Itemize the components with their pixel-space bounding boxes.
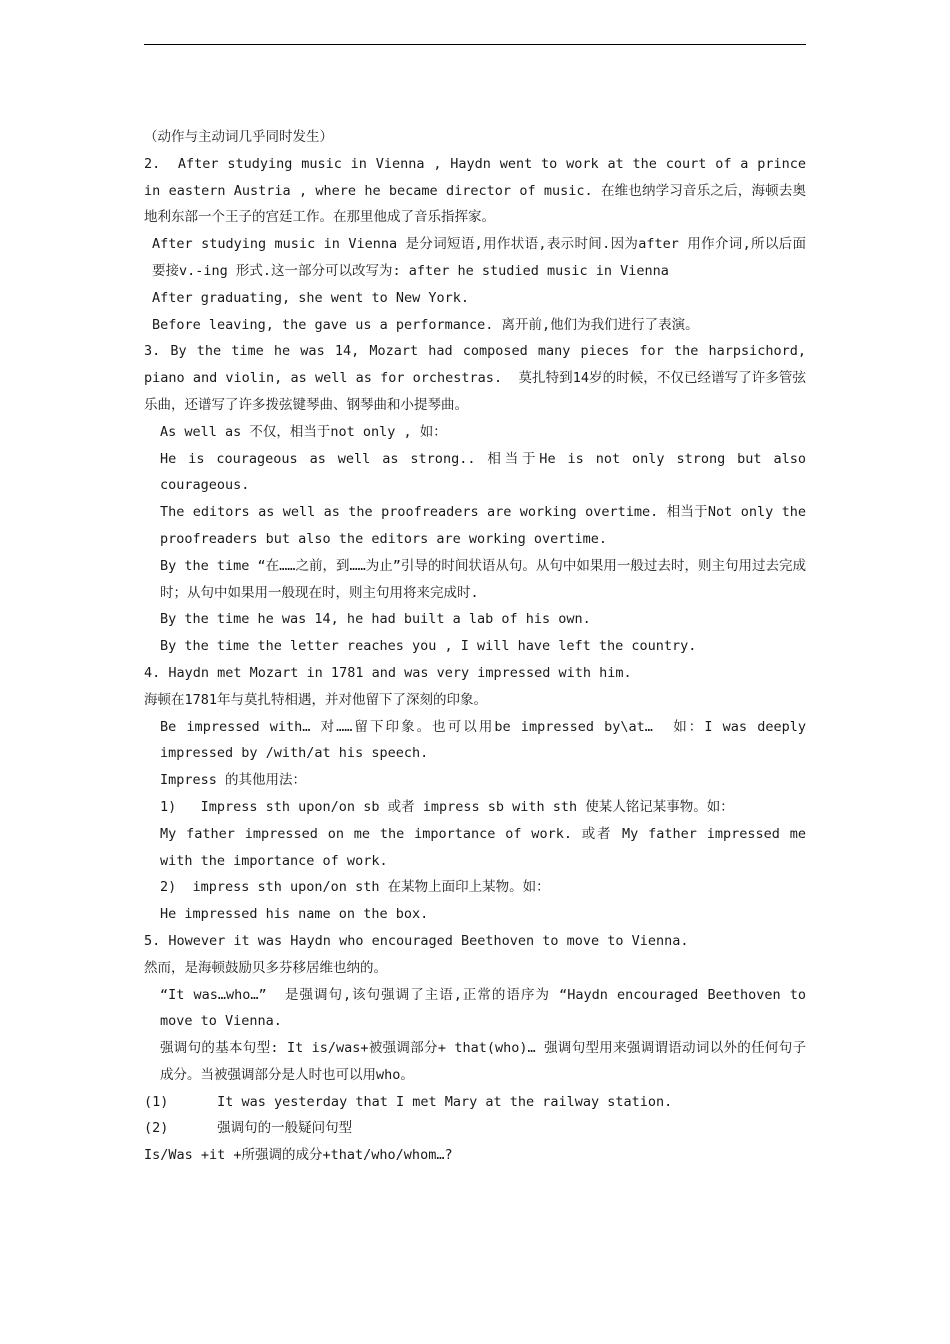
usage-note: 强调句的基本句型: It is/was+被强调部分+ that(who)… 强调句型用来强调谓语动词以外的任何句子成分。当被强调部分是人时也可以用who。 bbox=[160, 1040, 806, 1083]
pattern-line: Is/Was +it +所强调的成分+that/who/whom…? bbox=[144, 1147, 453, 1164]
example-item-2: (2) 强调句的一般疑问句型 bbox=[144, 1120, 353, 1137]
example-item-1: (1) It was yesterday that I met Mary at the railway station. bbox=[144, 1093, 673, 1110]
paragraph-note: （动作与主动词几乎同时发生） bbox=[144, 129, 333, 145]
example-sentence: Before leaving, the gave us a performance. 离开前,他们为我们进行了表演。 bbox=[152, 316, 699, 333]
usage-note: “It was…who…” 是强调句,该句强调了主语,正常的语序为 “Haydn encouraged Beethoven to move to Vienna. bbox=[160, 986, 815, 1030]
example-sentence: By the time he was 14, he had built a lab of his own. bbox=[160, 611, 591, 628]
paragraph-item-5: 5. However it was Haydn who encouraged Beethoven to move to Vienna. bbox=[144, 932, 689, 949]
translation: 然而，是海顿鼓励贝多芬移居维也纳的。 bbox=[144, 959, 387, 976]
usage-item-1: 1) Impress sth upon/on sb 或者 impress sb with sth 使某人铭记某事物。如： bbox=[160, 798, 734, 815]
document-body bbox=[144, 124, 815, 1169]
example-sentence: He is courageous as well as strong.. 相当于He is not only strong but also courageous. bbox=[160, 450, 806, 494]
usage-note: Be impressed with… 对……留下印象。也可以用be impressed by\at… 如：I was deeply impressed by /with/at his speech. bbox=[160, 718, 815, 762]
paragraph-item-3: 3. By the time he was 14, Mozart had composed many pieces for the harpsichord, piano and violin, as well as for orchestras. 莫扎特到14岁的时候，不仅已经谱写了许多管弦乐曲，还谱写了许多拨弦键琴曲、钢琴曲和小提琴曲。 bbox=[144, 343, 815, 413]
paragraph-explanation: After studying music in Vienna 是分词短语,用作状语,表示时间.因为after 用作介词,所以后面要接v.-ing 形式.这一部分可以改写为: after he studied music in Vienna bbox=[152, 236, 806, 279]
translation: 海顿在1781年与莫扎特相遇，并对他留下了深刻的印象。 bbox=[144, 691, 488, 708]
usage-item-2: 2) impress sth upon/on sth 在某物上面印上某物。如： bbox=[160, 879, 550, 896]
example-sentence: The editors as well as the proofreaders are working overtime. 相当于Not only the proofreaders but also the editors are working overtime. bbox=[160, 504, 806, 547]
example-sentence: My father impressed on me the importance of work. 或者 My father impressed me with the importance of work. bbox=[160, 825, 806, 869]
paragraph-item-2: 2. After studying music in Vienna , Haydn went to work at the court of a prince in eastern Austria , where he became director of music. 在维也纳学习音乐之后，海顿去奥地利东部一个王子的宫廷工作。在那里他成了音乐指挥家。 bbox=[144, 155, 815, 226]
usage-note: As well as 不仅，相当于not only , 如： bbox=[160, 423, 447, 440]
usage-note: By the time “在……之前，到……为止”引导的时间状语从句。从句中如果用一般过去时，则主句用过去完成时；从句中如果用一般现在时，则主句用将来完成时. bbox=[160, 557, 806, 601]
example-sentence: After graduating, she went to New York. bbox=[152, 289, 469, 306]
usage-heading: Impress 的其他用法： bbox=[160, 772, 307, 789]
example-sentence: By the time the letter reaches you , I will have left the country. bbox=[160, 638, 697, 655]
example-sentence: He impressed his name on the box. bbox=[160, 906, 429, 923]
header-rule bbox=[144, 44, 806, 45]
paragraph-item-4: 4. Haydn met Mozart in 1781 and was very impressed with him. bbox=[144, 664, 632, 681]
